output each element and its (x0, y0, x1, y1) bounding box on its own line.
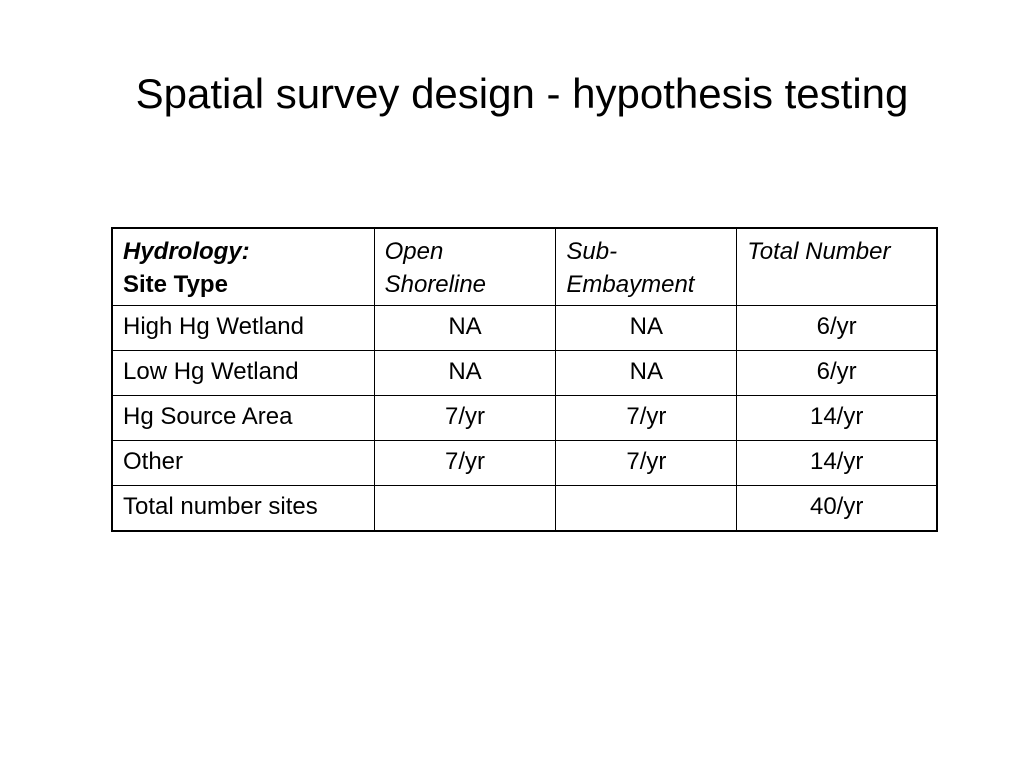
cell-open-shoreline (374, 486, 556, 532)
cell-site-type: Other (112, 441, 374, 486)
cell-total: 6/yr (737, 351, 937, 396)
slide-title: Spatial survey design - hypothesis testing (135, 70, 909, 117)
cell-total: 14/yr (737, 396, 937, 441)
cell-total: 14/yr (737, 441, 937, 486)
cell-open-shoreline: NA (374, 306, 556, 351)
cell-sub-embayment: NA (556, 351, 737, 396)
cell-sub-embayment: NA (556, 306, 737, 351)
cell-site-type: Hg Source Area (112, 396, 374, 441)
header-sub-embayment (556, 228, 737, 306)
table-row (112, 441, 937, 486)
cell-open-shoreline: 7/yr (374, 396, 556, 441)
cell-open-shoreline: NA (374, 351, 556, 396)
header-total-number: Total Number (737, 228, 937, 306)
header-open-shoreline (374, 228, 556, 306)
table-header-row (112, 228, 937, 306)
cell-total: 40/yr (737, 486, 937, 532)
cell-site-type: Total number sites (112, 486, 374, 532)
header-site-type (112, 228, 374, 306)
survey-design-table (111, 227, 938, 532)
header-site-type-label: Site Type (123, 271, 228, 298)
table-row (112, 351, 937, 396)
cell-sub-embayment: 7/yr (556, 396, 737, 441)
cell-open-shoreline: 7/yr (374, 441, 556, 486)
table-row (112, 306, 937, 351)
table-row-total (112, 486, 937, 532)
table-row (112, 396, 937, 441)
cell-sub-embayment (556, 486, 737, 532)
header-embayment-label: Embayment (566, 271, 695, 298)
cell-site-type: Low Hg Wetland (112, 351, 374, 396)
cell-site-type: High Hg Wetland (112, 306, 374, 351)
cell-total: 6/yr (737, 306, 937, 351)
header-open-label: Open (384, 238, 444, 265)
header-shoreline-label: Shoreline (384, 271, 487, 298)
cell-sub-embayment: 7/yr (556, 441, 737, 486)
header-sub-label: Sub- (566, 238, 618, 265)
header-hydrology-label: Hydrology: (123, 238, 250, 265)
